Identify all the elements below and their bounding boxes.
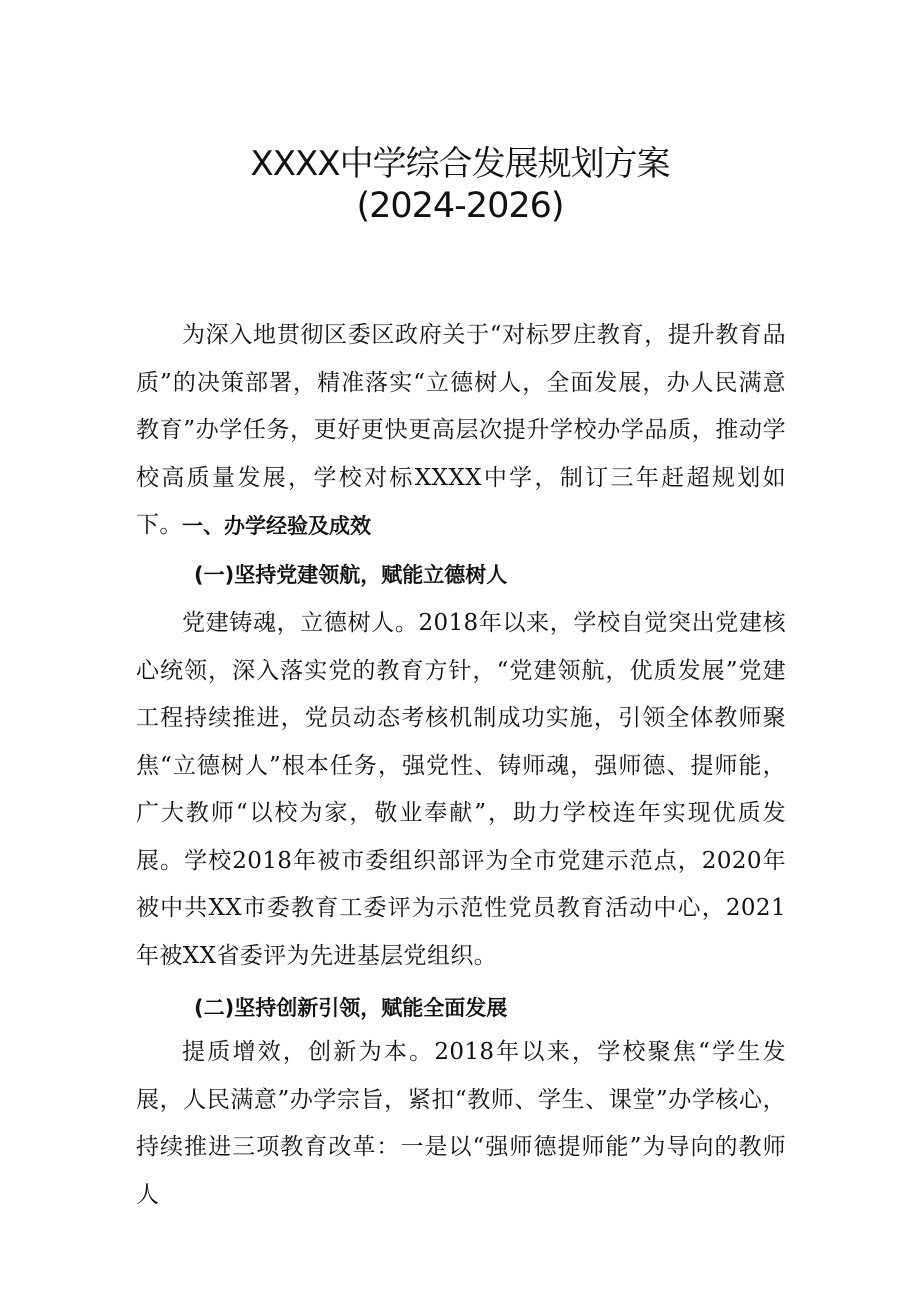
subsection-heading-party-building: (一)坚持党建领航，赋能立德树人: [194, 563, 508, 587]
document-title: XXXX中学综合发展规划方案: [250, 144, 670, 184]
section-heading-experience: 一、办学经验及成效: [182, 514, 371, 538]
intro-paragraph: 为深入地贯彻区委区政府关于“对标罗庄教育，提升教育品质”的决策部署，精准落实“立德树人，全面发展，办人民满意教育”办学任务，更好更快更高层次提升学校办学品质，推动学校高质量发展，学校对标XXXX中学，制订三年赶超规划如下。: [136, 322, 786, 538]
party-building-paragraph: 党建铸魂，立德树人。2018年以来，学校自觉突出党建核心统领，深入落实党的教育方针，“党建领航，优质发展”党建工程持续推进，党员动态考核机制成功实施，引领全体教师聚焦“立德树人”根本任务，强党性、铸师魂，强师德、提师能，广大教师“以校为家，敬业奉献”，助力学校连年实现优质发展。学校2018年被市委组织部评为全市党建示范点，2020年被中共XX市委教育工委评为示范性党员教育活动中心，2021年被XX省委评为先进基层党组织。: [136, 610, 786, 969]
document-years: (2024-2026): [356, 186, 564, 226]
subsection-heading-innovation: (二)坚持创新引领，赋能全面发展: [194, 996, 508, 1020]
innovation-paragraph: 提质增效，创新为本。2018年以来，学校聚焦“学生发展，人民满意”办学宗旨，紧扣“教师、学生、课堂”办学核心，持续推进三项教育改革：一是以“强师德提师能”为导向的教师人: [136, 1039, 786, 1208]
